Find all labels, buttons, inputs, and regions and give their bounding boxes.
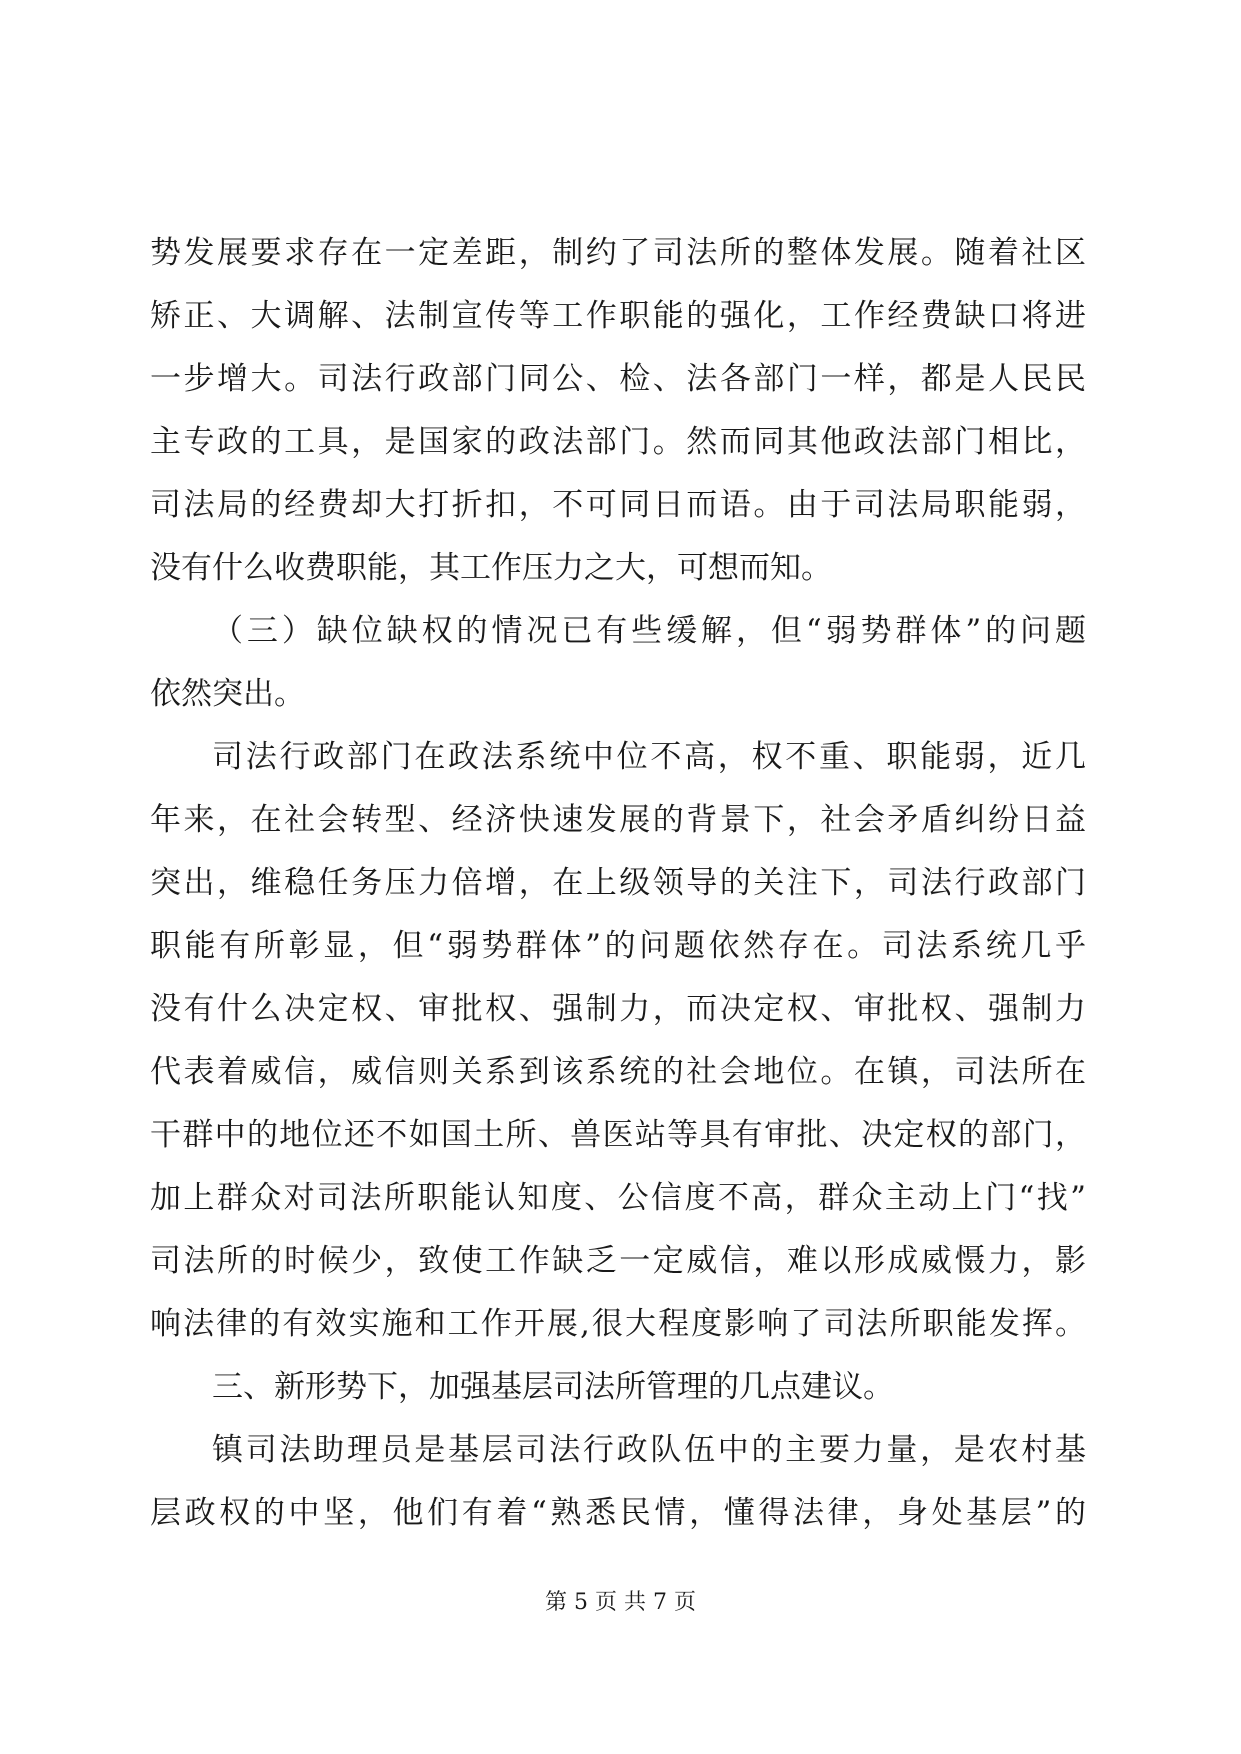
text-line: 响法律的有效实施和工作开展,很大程度影响了司法所职能发挥。 <box>150 1306 1086 1342</box>
section-heading-line: 依然突出。 <box>150 676 305 712</box>
text-line: 司法所的时候少，致使工作缺乏一定威信，难以形成威慑力，影 <box>150 1243 1086 1279</box>
text-line: 层政权的中坚，他们有着“熟悉民情，懂得法律，身处基层”的 <box>150 1495 1086 1531</box>
text-line: 没有什么收费职能，其工作压力之大，可想而知。 <box>150 550 832 586</box>
text-line: 干群中的地位还不如国土所、兽医站等具有审批、决定权的部门， <box>150 1117 1086 1153</box>
text-line: 加上群众对司法所职能认知度、公信度不高，群众主动上门“找” <box>150 1180 1086 1216</box>
text-line: 主专政的工具，是国家的政法部门。然而同其他政法部门相比， <box>150 424 1086 460</box>
text-line: 一步增大。司法行政部门同公、检、法各部门一样，都是人民民 <box>150 361 1086 397</box>
text-line: 司法局的经费却大打折扣，不可同日而语。由于司法局职能弱， <box>150 487 1086 523</box>
section-heading-line: （三）缺位缺权的情况已有些缓解，但“弱势群体”的问题 <box>212 613 1086 649</box>
text-line: 代表着威信，威信则关系到该系统的社会地位。在镇，司法所在 <box>150 1054 1086 1090</box>
section-heading-line: 三、新形势下，加强基层司法所管理的几点建议。 <box>212 1369 894 1405</box>
text-line: 势发展要求存在一定差距，制约了司法所的整体发展。随着社区 <box>150 235 1086 271</box>
text-line: 年来，在社会转型、经济快速发展的背景下，社会矛盾纠纷日益 <box>150 802 1086 838</box>
text-line: 矫正、大调解、法制宣传等工作职能的强化，工作经费缺口将进 <box>150 298 1086 334</box>
text-line: 职能有所彰显，但“弱势群体”的问题依然存在。司法系统几乎 <box>150 928 1086 964</box>
text-line: 突出，维稳任务压力倍增，在上级领导的关注下，司法行政部门 <box>150 865 1086 901</box>
text-line: 司法行政部门在政法系统中位不高，权不重、职能弱，近几 <box>212 739 1086 775</box>
text-line: 镇司法助理员是基层司法行政队伍中的主要力量，是农村基 <box>212 1432 1086 1468</box>
text-line: 没有什么决定权、审批权、强制力，而决定权、审批权、强制力 <box>150 991 1086 1027</box>
page-number-footer: 第 5 页 共 7 页 <box>545 1590 696 1615</box>
